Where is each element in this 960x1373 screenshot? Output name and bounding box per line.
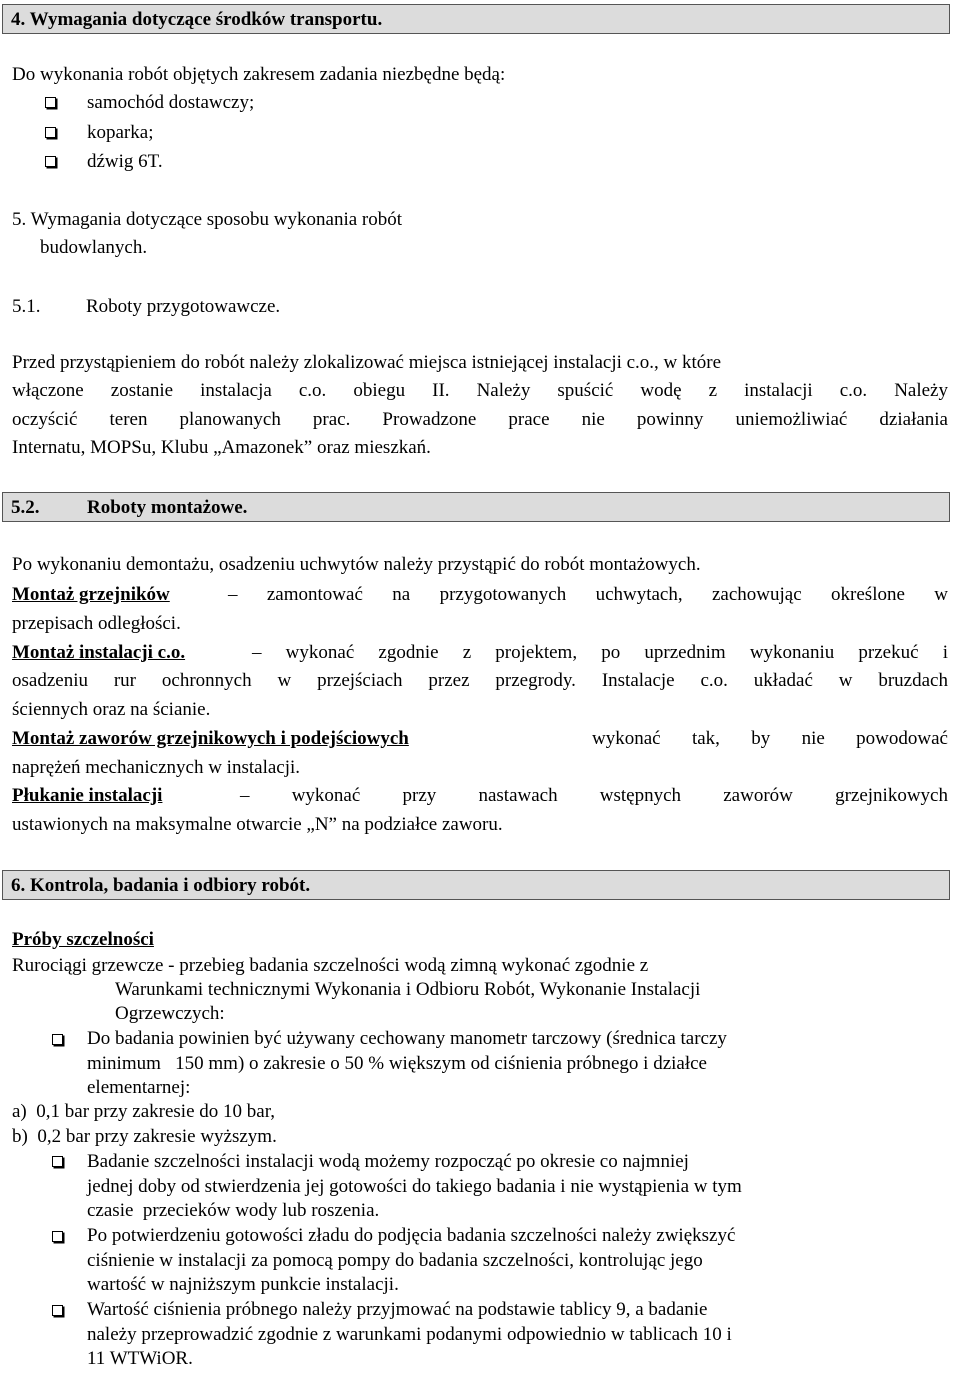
zawory-label: Montaż zaworów grzejnikowych i podejściowych [12,728,409,749]
section-5-heading-line-2: budowlanych. [40,237,148,258]
checkbox-bullet-icon [45,97,56,108]
paragraph-line: Internatu, MOPSu, Klubu „Amazonek” oraz mieszkań. [12,437,431,458]
list-item-line: Wartość ciśnienia próbnego należy przyjmować na podstawie tablicy 9, a badanie [87,1299,708,1320]
checkbox-bullet-icon [45,127,56,138]
list-item: dźwig 6T. [87,151,163,172]
list-item-line: minimum 150 mm) o zakresie o 50 % większym od ciśnienia próbnego i działce [87,1053,707,1074]
list-item-line: należy przeprowadzić zgodnie z warunkami podanymi odpowiednio w tablicach 10 i [87,1324,732,1345]
list-item-line: 11 WTWiOR. [87,1348,193,1369]
section-6-intro-line-2: Warunkami technicznymi Wykonania i Odbioru Robót, Wykonanie Instalacji [115,979,701,1000]
checkbox-bullet-icon [52,1231,63,1242]
section-5-heading-line-1: 5. Wymagania dotyczące sposobu wykonania robót [12,209,403,230]
list-item-line: Badanie szczelności instalacji wodą możemy rozpocząć po okresie co najmniej [87,1151,689,1172]
zawory-text-line-2: naprężeń mechanicznych w instalacji. [12,757,301,778]
section-5-2-number: 5.2. [11,497,40,518]
section-5-1-title: Roboty przygotowawcze. [86,296,281,317]
grzejniki-text-line-1: – zamontować na przygotowanych uchwytach, zachowując określone w [228,584,948,605]
section-5-2-heading-bar [2,492,950,522]
grzejniki-text-line-2: przepisach odległości. [12,613,181,634]
paragraph-line: włączone zostanie instalacja c.o. obiegu II. Należy spuścić wodę z instalacji c.o. Należy [12,380,948,401]
proby-szczelnosci-subheading: Próby szczelności [12,929,154,950]
grzejniki-label: Montaż grzejników [12,584,170,605]
list-item-line: Po potwierdzeniu gotowości zładu do podjęcia badania szczelności należy zwiększyć [87,1225,736,1246]
section-5-2-title: Roboty montażowe. [87,497,248,518]
section-6-heading: 6. Kontrola, badania i odbiory robót. [11,875,311,896]
zawory-text-line-1: wykonać tak, by nie powodować [592,728,948,749]
instalacji-label: Montaż instalacji c.o. [12,642,186,663]
instalacji-text-line-3: ściennych oraz na ścianie. [12,699,211,720]
list-item: koparka; [87,122,154,143]
plukanie-text-line-2: ustawionych na maksymalne otwarcie „N” na podziałce zaworu. [12,814,503,835]
checkbox-bullet-icon [52,1305,63,1316]
section-4-heading-bar [2,4,950,34]
instalacji-text-line-1: – wykonać zgodnie z projektem, po uprzednim wykonaniu przekuć i [252,642,948,663]
section-5-2-intro: Po wykonaniu demontażu, osadzeniu uchwytów należy przystąpić do robót montażowych. [12,554,701,575]
list-item-line: elementarnej: [87,1077,191,1098]
list-item-line: jednej doby od stwierdzenia jej gotowości do takiego badania i nie wystąpienia w tym [87,1176,742,1197]
list-item-line: Do badania powinien być używany cechowany manometr tarczowy (średnica tarczy [87,1028,727,1049]
checkbox-bullet-icon [52,1034,63,1045]
option-a: a) 0,1 bar przy zakresie do 10 bar, [12,1101,276,1122]
section-5-1-number: 5.1. [12,296,41,317]
section-6-heading-bar [2,870,950,900]
section-4-intro: Do wykonania robót objętych zakresem zadania niezbędne będą: [12,64,506,85]
list-item-line: wartość w najniższym punkcie instalacji. [87,1274,399,1295]
plukanie-text-line-1: – wykonać przy nastawach wstępnych zaworów grzejnikowych [240,785,948,806]
paragraph-line: oczyścić teren planowanych prac. Prowadzone prace nie powinny uniemożliwiać działania [12,409,948,430]
list-item-line: ciśnienie w instalacji za pomocą pompy do badania szczelności, kontrolując jego [87,1250,703,1271]
paragraph-line: Przed przystąpieniem do robót należy zlokalizować miejsca istniejącej instalacji c.o., w które [12,352,722,373]
section-6-intro-line-1: Rurociągi grzewcze - przebieg badania szczelności wodą zimną wykonać zgodnie z [12,955,649,976]
list-item: samochód dostawczy; [87,92,255,113]
checkbox-bullet-icon [45,156,56,167]
plukanie-label: Płukanie instalacji [12,785,163,806]
checkbox-bullet-icon [52,1156,63,1167]
section-4-heading: 4. Wymagania dotyczące środków transportu. [11,9,383,30]
option-b: b) 0,2 bar przy zakresie wyższym. [12,1126,277,1147]
list-item-line: czasie przecieków wody lub roszenia. [87,1200,380,1221]
instalacji-text-line-2: osadzeniu rur ochronnych w przejściach przez przegrody. Instalacje c.o. układać w bruzdach [12,670,948,691]
section-6-intro-line-3: Ogrzewczych: [115,1003,225,1024]
